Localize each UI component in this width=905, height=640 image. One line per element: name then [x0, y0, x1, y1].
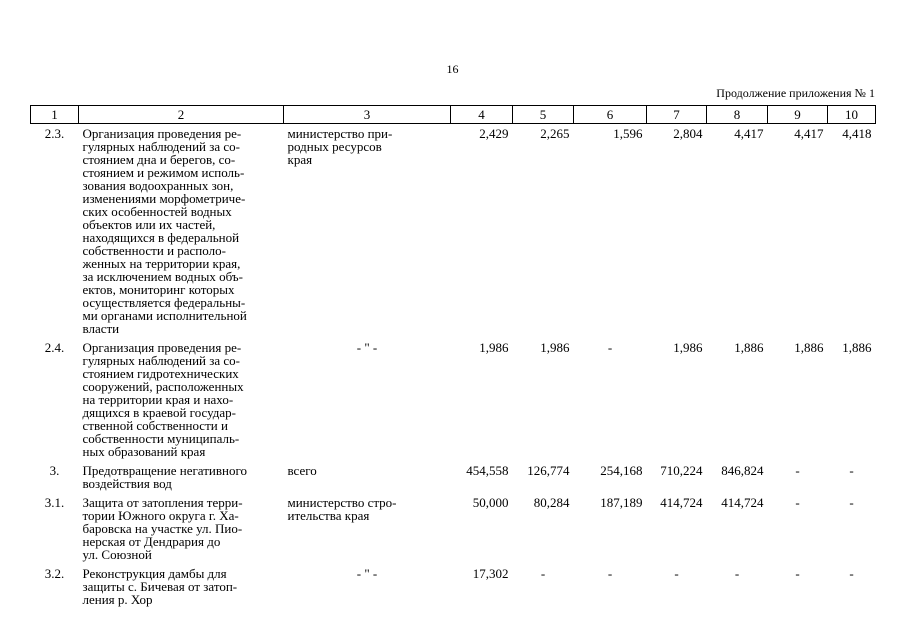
- row-executor: [284, 493, 451, 564]
- row-value: [647, 493, 707, 564]
- header-row: [31, 106, 876, 124]
- row-name-text: Реконструкция дамбы для защиты с. Бичевая от затоп- ления р. Хор: [82, 566, 238, 607]
- row-number: [31, 564, 79, 609]
- header-cell: 10: [828, 106, 876, 124]
- row-executor-text: - " -: [356, 566, 378, 581]
- row-value: [574, 564, 647, 609]
- table-row: [31, 338, 876, 461]
- row-value: [513, 338, 574, 461]
- row-value-text: -: [795, 495, 800, 510]
- row-value-text: 254,168: [600, 463, 643, 478]
- row-number-text: 3.2.: [44, 566, 65, 581]
- row-value-text: 2,265: [540, 126, 570, 141]
- row-value: [768, 564, 828, 609]
- row-value: [768, 493, 828, 564]
- row-executor: [284, 564, 451, 609]
- row-value-text: 4,418: [842, 126, 872, 141]
- row-value-text: 2,429: [479, 126, 509, 141]
- row-value: [574, 461, 647, 493]
- row-name: [79, 564, 284, 609]
- row-name-text: Организация проведения ре- гулярных наблюдений за со- стоянием гидротехнических сооружений, расположенных на территории края и нахо- дящихся в краевой государ- ственной собственности и собственности муниципаль- ных образований края: [82, 340, 244, 459]
- row-value-text: 454,558: [466, 463, 509, 478]
- row-value-text: -: [734, 566, 740, 581]
- row-name: [79, 338, 284, 461]
- row-value: [647, 461, 707, 493]
- row-name: [79, 493, 284, 564]
- row-number: [31, 461, 79, 493]
- header-cell: 6: [574, 106, 647, 124]
- header-cell: 5: [513, 106, 574, 124]
- header-cell: 3: [284, 106, 451, 124]
- header-cell: 9: [768, 106, 828, 124]
- row-value-text: 1,596: [613, 126, 643, 141]
- row-value: [768, 461, 828, 493]
- row-value-text: 126,774: [527, 463, 570, 478]
- row-value-text: 2,804: [673, 126, 703, 141]
- row-value-text: -: [540, 566, 546, 581]
- header-cell: 2: [79, 106, 284, 124]
- program-table: [30, 105, 876, 609]
- row-executor: [284, 461, 451, 493]
- row-number: [31, 493, 79, 564]
- row-value: [647, 564, 707, 609]
- row-value: [768, 124, 828, 339]
- header-cell: 8: [707, 106, 768, 124]
- row-value: [574, 124, 647, 339]
- row-value-text: 1,986: [540, 340, 570, 355]
- row-value: [451, 124, 513, 339]
- row-value: [828, 124, 876, 339]
- header-cell: 1: [31, 106, 79, 124]
- row-value-text: 1,886: [794, 340, 824, 355]
- row-value: [707, 338, 768, 461]
- row-number-text: 2.4.: [44, 340, 65, 355]
- row-value-text: -: [849, 463, 854, 478]
- row-value: [513, 461, 574, 493]
- row-value: [647, 338, 707, 461]
- row-value-text: -: [674, 566, 679, 581]
- row-value-text: 414,724: [721, 495, 764, 510]
- row-executor-text: - " -: [356, 340, 378, 355]
- row-value: [513, 493, 574, 564]
- row-value: [828, 461, 876, 493]
- row-value: [707, 493, 768, 564]
- row-value-text: 1,886: [734, 340, 764, 355]
- row-executor: [284, 124, 451, 339]
- row-value-text: 710,224: [660, 463, 703, 478]
- row-value-text: 50,000: [472, 495, 509, 510]
- row-value: [451, 564, 513, 609]
- row-executor: [284, 338, 451, 461]
- row-value-text: 17,302: [472, 566, 509, 581]
- row-value: [707, 564, 768, 609]
- row-value: [451, 338, 513, 461]
- table-row: [31, 124, 876, 339]
- row-value: [828, 493, 876, 564]
- row-value: [647, 124, 707, 339]
- row-value-text: -: [607, 340, 613, 355]
- row-name: [79, 461, 284, 493]
- row-value: [513, 124, 574, 339]
- row-value: [707, 124, 768, 339]
- row-executor-text: министерство стро- ительства края: [287, 495, 397, 523]
- table-row: [31, 461, 876, 493]
- row-value-text: 414,724: [660, 495, 703, 510]
- row-value-text: -: [849, 495, 854, 510]
- row-value: [707, 461, 768, 493]
- row-number: [31, 338, 79, 461]
- row-value-text: -: [849, 566, 854, 581]
- row-value-text: 1,986: [673, 340, 703, 355]
- row-value: [828, 338, 876, 461]
- row-number: [31, 124, 79, 339]
- row-executor-text: министерство при- родных ресурсов края: [287, 126, 393, 167]
- table-row: [31, 564, 876, 609]
- row-number-text: 3.1.: [44, 495, 65, 510]
- row-value-text: -: [607, 566, 613, 581]
- row-number-text: 3.: [49, 463, 60, 478]
- row-value: [828, 564, 876, 609]
- row-value: [451, 493, 513, 564]
- row-value: [768, 338, 828, 461]
- row-value-text: 1,886: [842, 340, 872, 355]
- table-row: [31, 493, 876, 564]
- row-value-text: -: [795, 566, 800, 581]
- continuation-label: Продолжение приложения № 1: [716, 86, 875, 100]
- header-cell: 4: [451, 106, 513, 124]
- row-name-text: Организация проведения ре- гулярных наблюдений за со- стоянием дна и берегов, со- стоянием и режимом исполь- зования водоохранных зон, изменениями морфометриче- ских особенностей водных объектов или их частей, находящихся в федеральной собственности и располо- женных на территории края, за исключением водных объ- ектов, мониторинг которых осуществляется федеральны- ми органами исполнительной власти: [82, 126, 247, 336]
- row-value-text: -: [795, 463, 800, 478]
- row-name: [79, 124, 284, 339]
- row-value-text: 80,284: [533, 495, 570, 510]
- header-cell: 7: [647, 106, 707, 124]
- row-value: [513, 564, 574, 609]
- row-executor-text: всего: [287, 463, 317, 478]
- row-value-text: 187,189: [600, 495, 643, 510]
- row-value-text: 1,986: [479, 340, 509, 355]
- row-value: [574, 493, 647, 564]
- row-value-text: 4,417: [794, 126, 824, 141]
- row-value-text: 4,417: [734, 126, 764, 141]
- row-value: [574, 338, 647, 461]
- row-name-text: Защита от затопления терри- тории Южного округа г. Ха- баровска на участке ул. Пио- нерская от Дендрария до ул. Союзной: [82, 495, 243, 562]
- page-number: 16: [446, 62, 459, 76]
- row-value: [451, 461, 513, 493]
- row-number-text: 2.3.: [44, 126, 65, 141]
- row-name-text: Предотвращение негативного воздействия вод: [82, 463, 247, 491]
- row-value-text: 846,824: [721, 463, 764, 478]
